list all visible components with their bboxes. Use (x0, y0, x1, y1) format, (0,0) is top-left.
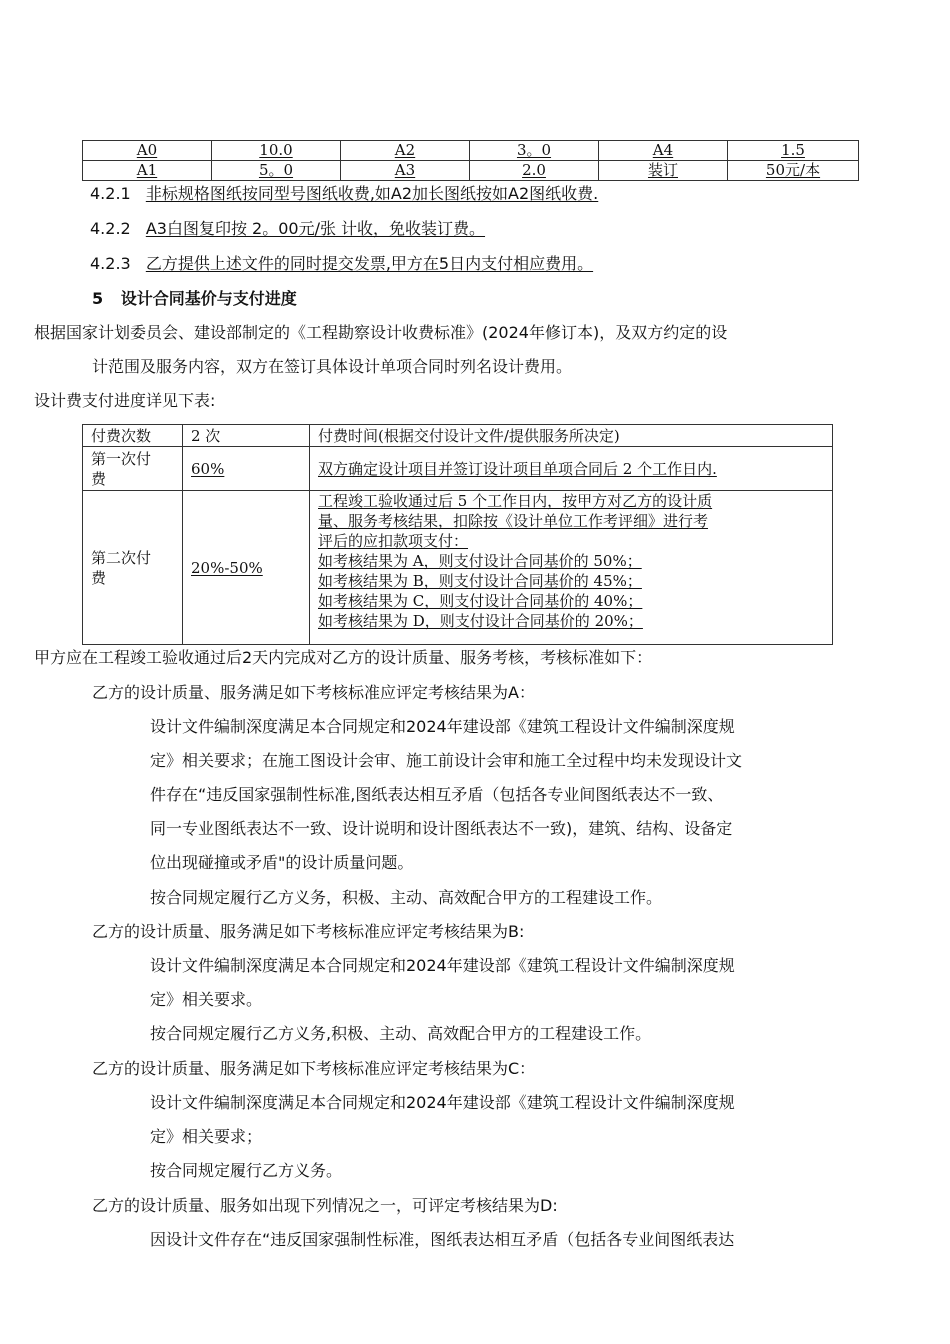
table-cell: 1.5 (728, 141, 859, 161)
table-cell: A4 (599, 141, 728, 161)
table-row (83, 161, 859, 181)
table-cell (83, 491, 183, 645)
row-label: 第二次付 (91, 548, 152, 567)
clause-text: A3白图复印按 2。00元/张 计收，免收装订费。 (145, 219, 486, 238)
table-cell: 装订 (599, 161, 728, 181)
section-title: 设计合同基价与支付进度 (120, 289, 297, 308)
text-line: 设计文件编制深度满足本合同规定和2024年建设部《建筑工程设计文件编制深度规 (150, 956, 735, 975)
table-row (83, 425, 833, 447)
table-header-cell: 付费时间(根据交付设计文件/提供服务所决定) (310, 425, 833, 447)
text-line: 设计文件编制深度满足本合同规定和2024年建设部《建筑工程设计文件编制深度规 (150, 1093, 735, 1112)
table-cell: 5。0 (212, 161, 341, 181)
grade-d-heading: 乙方的设计质量、服务如出现下列情况之一，可评定考核结果为D: (92, 1196, 558, 1215)
clause-text: 非标规格图纸按同型号图纸收费,如A2加长图纸按如A2图纸收费. (145, 184, 599, 203)
text-line: 设计文件编制深度满足本合同规定和2024年建设部《建筑工程设计文件编制深度规 (150, 717, 735, 736)
cell-line: 如考核结果为 A，则支付设计合同基价的 50%； (318, 552, 642, 570)
table-cell: A2 (341, 141, 470, 161)
paragraph: 甲方应在工程竣工验收通过后2天内完成对乙方的设计质量、服务考核，考核标准如下： (34, 648, 653, 667)
payment-schedule-table (82, 424, 833, 645)
cell-line: 如考核结果为 C，则支付设计合同基价的 40%； (318, 592, 643, 610)
table-header-cell: 2 次 (183, 425, 310, 447)
table-cell: 50元/本 (728, 161, 859, 181)
cell-line: 量、服务考核结果，扣除按《设计单位工作考评细》进行考 (318, 512, 709, 530)
table-header-cell: 付费次数 (83, 425, 183, 447)
text-line: 同一专业图纸表达不一致、设计说明和设计图纸表达不一致)，建筑、结构、设备定 (150, 819, 733, 838)
cell-line: 评后的应扣款项支付： (318, 532, 469, 550)
paragraph: 根据国家计划委员会、建设部制定的《工程勘察设计收费标准》(2024年修订本)，及双方约定的设 (34, 323, 728, 342)
clause-4-2-2 (90, 218, 485, 240)
clause-4-2-3 (90, 253, 593, 275)
table-row (83, 491, 833, 645)
clause-number: 4.2.1 (90, 184, 131, 203)
table-cell: 10.0 (212, 141, 341, 161)
text-line: 定》相关要求；在施工图设计会审、施工前设计会审和施工全过程中均未发现设计文 (150, 751, 743, 770)
table-cell (83, 447, 183, 491)
text-line: 定》相关要求； (150, 1127, 263, 1146)
paragraph: 按合同规定履行乙方义务，积极、主动、高效配合甲方的工程建设工作。 (150, 888, 663, 907)
table-cell: 双方确定设计项目并签订设计项目单项合同后 2 个工作日内. (310, 447, 833, 491)
clause-text: 乙方提供上述文件的同时提交发票,甲方在5日内支付相应费用。 (145, 254, 594, 273)
table-cell (310, 491, 833, 645)
paragraph: 按合同规定履行乙方义务。 (150, 1161, 343, 1180)
table-cell: 3。0 (470, 141, 599, 161)
grade-a-heading: 乙方的设计质量、服务满足如下考核标准应评定考核结果为A： (92, 683, 535, 702)
table-row (83, 447, 833, 491)
clause-number: 4.2.2 (90, 219, 131, 238)
row-label: 费 (91, 568, 107, 587)
table-cell: 20%-50% (183, 491, 310, 645)
table-cell: A0 (83, 141, 212, 161)
section-number: 5 (92, 289, 104, 308)
paragraph: 设计费支付进度详见下表: (34, 391, 216, 410)
text-line: 因设计文件存在“违反国家强制性标准，图纸表达相互矛盾（包括各专业间图纸表达 (150, 1230, 735, 1249)
section-heading (92, 288, 297, 310)
paper-price-table (82, 140, 859, 181)
paragraph: 计范围及服务内容，双方在签订具体设计单项合同时列名设计费用。 (92, 357, 573, 376)
cell-line: 如考核结果为 B，则支付设计合同基价的 45%； (318, 572, 642, 590)
table-cell: 2.0 (470, 161, 599, 181)
paragraph: 按合同规定履行乙方义务,积极、主动、高效配合甲方的工程建设工作。 (150, 1024, 652, 1043)
grade-c-heading: 乙方的设计质量、服务满足如下考核标准应评定考核结果为C： (92, 1059, 536, 1078)
text-line: 件存在“违反国家强制性标准,图纸表达相互矛盾（包括各专业间图纸表达不一致、 (150, 785, 724, 804)
table-cell: 60% (183, 447, 310, 491)
cell-line: 工程竣工验收通过后 5 个工作日内，按甲方对乙方的设计质 (318, 492, 713, 510)
grade-b-heading: 乙方的设计质量、服务满足如下考核标准应评定考核结果为B: (92, 922, 525, 941)
table-cell: A3 (341, 161, 470, 181)
row-label: 第一次付 (91, 449, 152, 468)
table-cell: A1 (83, 161, 212, 181)
row-label: 费 (91, 469, 107, 488)
clause-4-2-1 (90, 183, 598, 205)
cell-line: 如考核结果为 D，则支付设计合同基价的 20%； (318, 612, 643, 630)
text-line: 位出现碰撞或矛盾"的设计质量问题。 (150, 853, 414, 872)
table-row (83, 141, 859, 161)
text-line: 定》相关要求。 (150, 990, 263, 1009)
clause-number: 4.2.3 (90, 254, 131, 273)
